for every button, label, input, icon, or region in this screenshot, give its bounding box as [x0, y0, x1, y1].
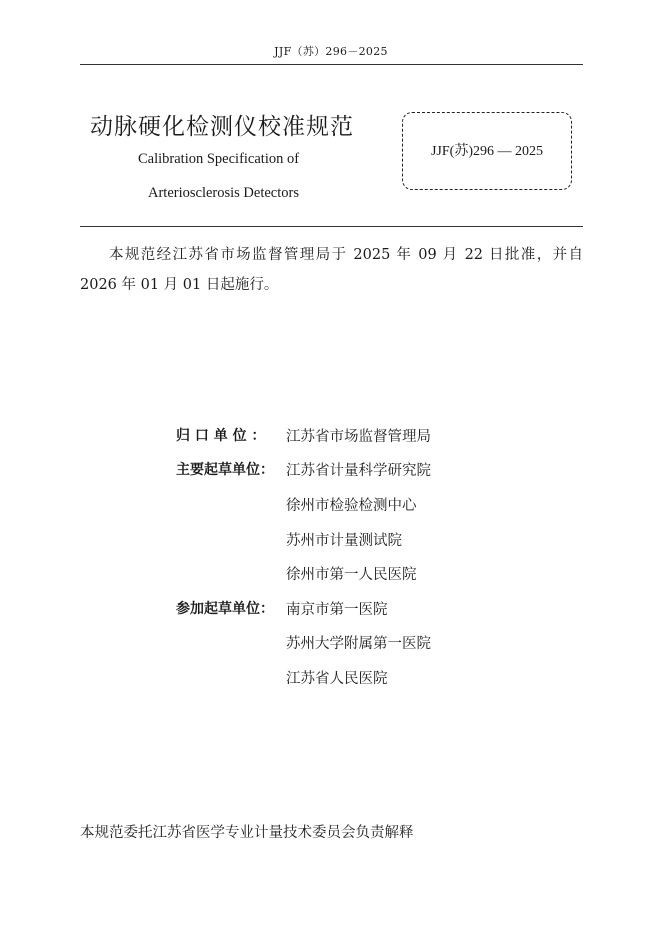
header-rule [80, 64, 583, 65]
participating-unit: 江苏省人民医院 [286, 671, 388, 687]
title-english-line2: Arteriosclerosis Detectors [148, 185, 299, 201]
title-chinese: 动脉硬化检测仪校准规范 [90, 114, 354, 140]
responsible-unit-label: 归 口 单 位 ： [176, 428, 266, 444]
participating-unit: 苏州大学附属第一医院 [286, 636, 431, 652]
header-standard-code: JJF（苏）296－2025 [274, 45, 388, 58]
title-rule [80, 226, 583, 227]
interpretation-note: 本规范委托江苏省医学专业计量技术委员会负责解释 [80, 825, 414, 841]
participating-unit: 南京市第一医院 [286, 602, 388, 618]
responsible-unit-value: 江苏省市场监督管理局 [286, 429, 431, 445]
participating-label: 参加起草单位： [176, 601, 274, 617]
main-drafting-unit: 徐州市检验检测中心 [286, 498, 417, 514]
main-drafting-unit: 徐州市第一人民医院 [286, 567, 417, 583]
standard-code-box [402, 112, 572, 190]
main-drafting-label: 主要起草单位： [176, 462, 274, 478]
main-drafting-unit: 江苏省计量科学研究院 [286, 463, 431, 479]
title-english-line1: Calibration Specification of [138, 151, 300, 167]
main-drafting-unit: 苏州市计量测试院 [286, 533, 402, 549]
standard-code: JJF(苏)296 — 2025 [430, 144, 543, 159]
approval-statement: 本规范经江苏省市场监督管理局于 2025 年 09 月 22 日批准，并自 2026 年 01 月 01 日起施行。 [80, 247, 583, 293]
